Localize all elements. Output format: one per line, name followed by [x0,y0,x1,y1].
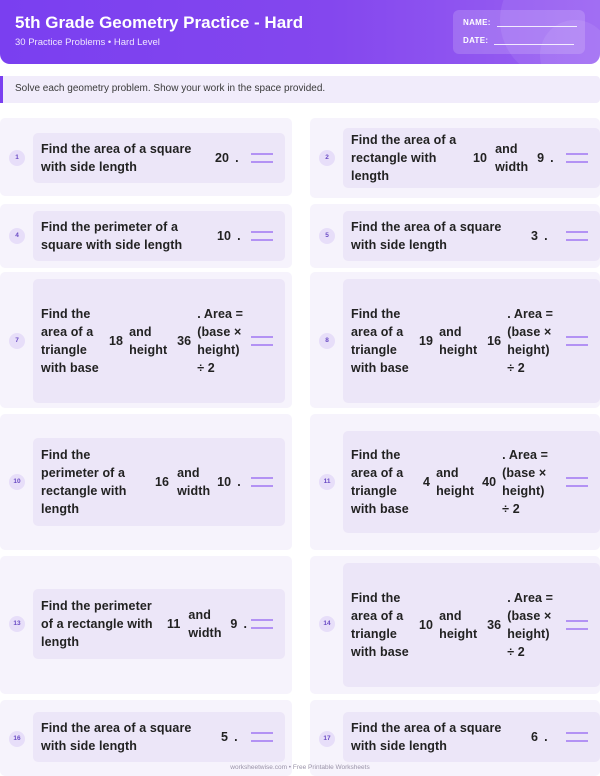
problem-box [343,211,600,261]
problem-value: 3 [531,229,539,243]
problem-number: 7 [9,333,25,349]
problem-value-2: 40 [482,475,497,489]
problem-text: Find the area of a triangle with base [351,591,409,659]
name-field[interactable] [497,19,577,27]
answer-blank[interactable] [251,620,273,629]
problem-number: 5 [319,228,335,244]
answer-blank[interactable] [251,232,273,241]
problem-text: Find the area of a rectangle with length [351,133,457,183]
problem-connector: and width [177,466,211,498]
problem-number: 8 [319,333,335,349]
answer-blank[interactable] [251,733,273,742]
problem-tail: . Area = (base × height) ÷ 2 [197,307,244,375]
problem-text: Find the area of a square with side length [41,142,192,174]
answer-blank[interactable] [566,337,588,346]
problem-tail: . [237,229,241,243]
problem-connector: and width [188,608,222,640]
problem-box [33,279,285,403]
problem-tail: . [544,229,548,243]
problem-tail: . [237,475,241,489]
problem-card [0,414,292,550]
problem-value: 20 [215,151,230,165]
problem-value-2: 36 [177,334,192,348]
problem-tail: . Area = (base × height) ÷ 2 [507,591,554,659]
problem-text: Find the area of a triangle with base [351,448,409,516]
problem-number: 11 [319,474,335,490]
problem-card [0,556,292,694]
problem-value: 10 [473,151,488,165]
problem-value: 5 [221,730,229,744]
problem-box [33,589,285,659]
date-field[interactable] [494,37,574,45]
name-date-box [453,10,585,54]
answer-blank[interactable] [566,154,588,163]
problem-box [343,712,600,762]
problem-text: Find the area of a square with side length [351,721,502,753]
problem-text: Find the area of a square with side length [41,721,192,753]
problem-box [343,279,600,403]
problem-tail: . [243,617,248,631]
problem-text: Find the perimeter of a rectangle with length [41,599,153,649]
answer-blank[interactable] [566,621,588,630]
answer-blank[interactable] [251,478,273,487]
problem-text: Find the area of a triangle with base [41,307,99,375]
answer-blank[interactable] [566,733,588,742]
problem-tail: . [235,151,239,165]
answer-blank[interactable] [251,337,273,346]
problem-card [310,556,600,694]
problem-value: 10 [217,229,232,243]
problem-connector: and height [439,609,478,641]
problem-text: Find the perimeter of a rectangle with length [41,448,127,516]
problem-text: Find the perimeter of a square with side length [41,220,183,252]
problem-value-2: 16 [487,334,502,348]
problem-card [310,204,600,268]
problem-value: 19 [419,334,434,348]
problem-value: 11 [167,617,181,631]
problem-value: 16 [155,475,170,489]
problem-value: 18 [109,334,124,348]
problem-number: 10 [9,474,25,490]
problem-box [33,438,285,526]
problem-tail: . Area = (base × height) ÷ 2 [502,448,549,516]
page-footer: worksheetwise.com • Free Printable Worksheets [230,764,370,771]
problem-card [310,414,600,550]
problem-number: 14 [319,616,335,632]
problem-tail: . Area = (base × height) ÷ 2 [507,307,554,375]
problem-value-2: 10 [217,475,232,489]
problem-box [33,712,285,762]
problem-number: 13 [9,616,25,632]
problem-card [0,272,292,408]
problem-box [343,128,600,188]
problem-card [0,204,292,268]
problem-number: 16 [9,731,25,747]
page-title: 5th Grade Geometry Practice - Hard [15,13,304,32]
problem-number: 1 [9,150,25,166]
problem-text: Find the area of a triangle with base [351,307,409,375]
answer-blank[interactable] [251,154,273,163]
date-label: DATE: [463,36,489,45]
problem-value-2: 9 [230,617,238,631]
problem-number: 4 [9,228,25,244]
problem-connector: and height [129,325,168,357]
instructions-text: Solve each geometry problem. Show your work in the space provided. [15,83,326,94]
problem-box [343,563,600,687]
page-subtitle: 30 Practice Problems • Hard Level [15,37,160,48]
problem-tail: . [234,730,238,744]
answer-blank[interactable] [566,232,588,241]
problem-box [343,431,600,533]
problem-value-2: 36 [487,618,502,632]
problem-text: Find the area of a square with side length [351,220,502,252]
problem-box [33,133,285,183]
problem-value: 4 [423,475,431,489]
problem-tail: . [550,151,554,165]
problem-card [310,272,600,408]
problem-box [33,211,285,261]
worksheet-header [0,0,600,64]
name-label: NAME: [463,18,491,27]
problem-value-2: 9 [537,151,545,165]
answer-blank[interactable] [566,478,588,487]
problem-connector: and height [436,466,475,498]
instructions-bar [0,76,600,103]
problem-tail: . [544,730,548,744]
problem-card [0,118,292,196]
problem-card [310,118,600,198]
problem-connector: and height [439,325,478,357]
problem-number: 17 [319,731,335,747]
problem-value: 10 [419,618,434,632]
problem-connector: and width [495,142,529,174]
problem-number: 2 [319,150,335,166]
problem-value: 6 [531,730,539,744]
